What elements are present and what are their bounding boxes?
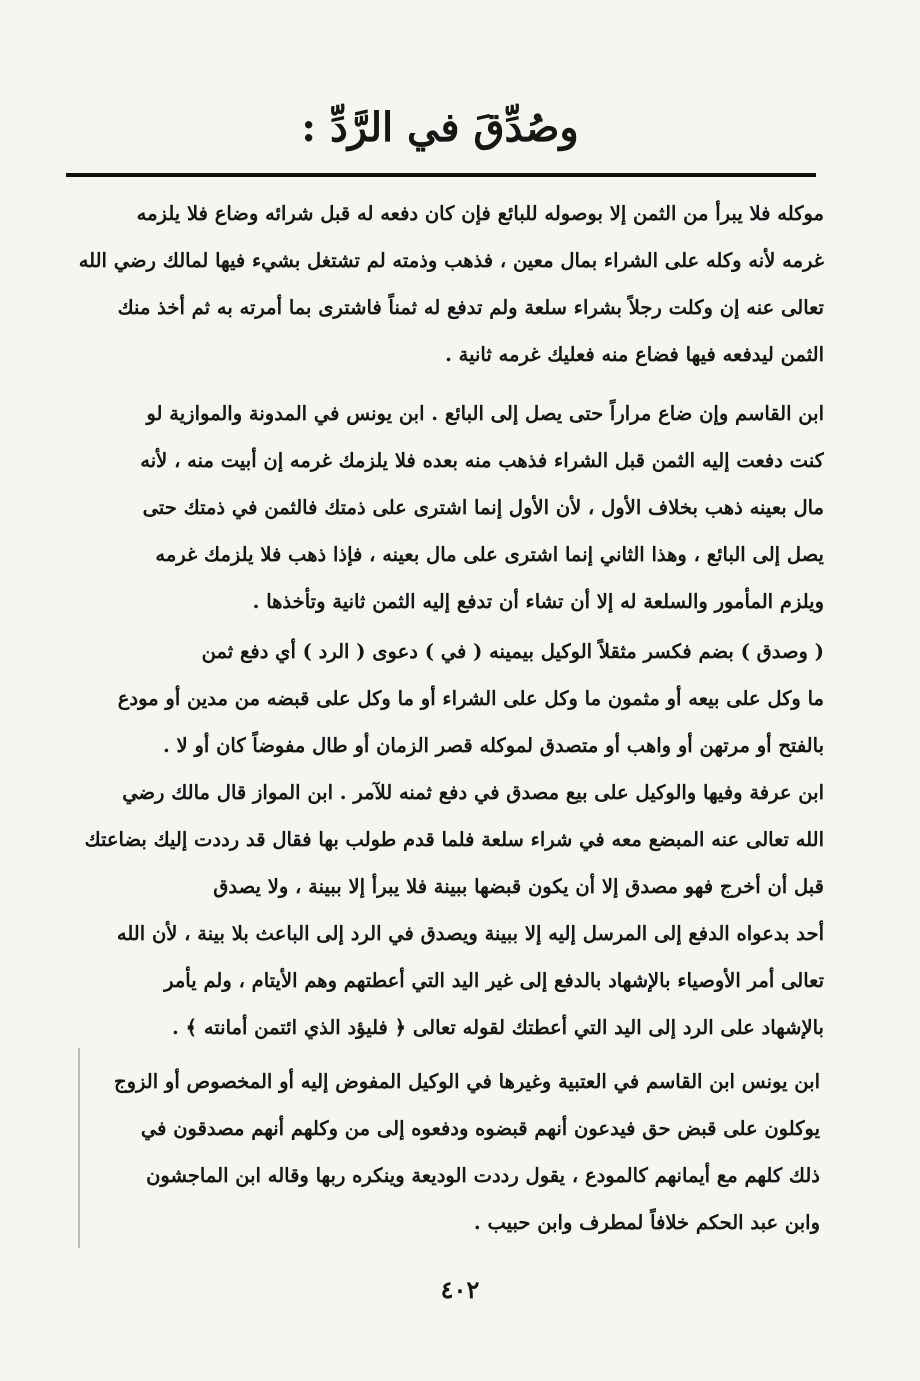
text-line: تعالى عنه إن وكلت رجلاً بشراء سلعة ولم تدفع له ثمناً فاشترى بما أمرته به ثم أخذ منك <box>117 296 824 319</box>
text-line: بالإشهاد على الرد إلى اليد التي أعطتك لقوله تعالى ﴿ فليؤد الذي ائتمن أمانته ﴾ . <box>172 1016 824 1039</box>
paragraph-1 <box>52 190 824 378</box>
text-line: وابن عبد الحكم خلافاً لمطرف وابن حبيب . <box>473 1211 820 1234</box>
paragraph-3 <box>52 628 824 1051</box>
text-line: ما وكل على بيعه أو مثمون ما وكل على الشراء أو ما وكل على قبضه من مدين أو مودع <box>117 687 824 710</box>
text-line: بالفتح أو مرتهن أو واهب أو متصدق لموكله قصر الزمان أو طال مفوضاً كان أو لا . <box>162 734 824 757</box>
paragraph-2 <box>52 390 824 625</box>
text-line: تعالى أمر الأوصياء بالإشهاد بالدفع إلى غير اليد التي أعطتهم وهم الأيتام ، ولم يأمر <box>164 969 824 992</box>
header-divider <box>66 173 816 177</box>
text-line: يصل إلى البائع ، وهذا الثاني إنما اشترى على مال بعينه ، فإذا ذهب فلا يلزمك غرمه <box>155 543 824 566</box>
text-line: ( وصدق ) بضم فكسر مثقلاً الوكيل بيمينه ( في ) دعوى ( الرد ) أي دفع ثمن <box>201 640 824 663</box>
text-line: غرمه لأنه وكله على الشراء بمال معين ، فذهب وذمته لم تشتغل بشيء فيها لمالك رضي الله <box>78 249 824 272</box>
text-line: الثمن ليدفعه فيها فضاع منه فعليك غرمه ثانية . <box>445 343 824 366</box>
text-line: ابن عرفة وفيها والوكيل على بيع مصدق في دفع ثمنه للآمر . ابن المواز قال مالك رضي <box>122 781 824 804</box>
text-line: مال بعينه ذهب بخلاف الأول ، لأن الأول إنما اشترى على ذمتك فالثمن في ذمتك حتى <box>142 496 824 519</box>
text-line: ابن يونس ابن القاسم في العتبية وغيرها في الوكيل المفوض إليه أو المخصوص أو الزوج <box>114 1070 820 1093</box>
text-line: ذلك كلهم مع أيمانهم كالمودع ، يقول رددت الوديعة وينكره ربها وقاله ابن الماجشون <box>146 1164 820 1187</box>
section-heading: وصُدِّقَ في الرَّدِّ : <box>301 104 579 151</box>
text-line: ابن القاسم وإن ضاع مراراً حتى يصل إلى البائع . ابن يونس في المدونة والموازية لو <box>146 402 824 425</box>
text-line: كنت دفعت إليه الثمن قبل الشراء فذهب منه بعده فلا يلزمك غرمه إن أبيت منه ، لأنه <box>140 449 824 472</box>
text-line: قبل أن أخرج فهو مصدق إلا أن يكون قبضها ببينة فلا يبرأ إلا ببينة ، ولا يصدق <box>213 875 824 898</box>
text-line: موكله فلا يبرأ من الثمن إلا بوصوله للبائع فإن كان دفعه له قبل شرائه وضاع فلا يلزمه <box>136 202 824 225</box>
paragraph-4 <box>80 1058 820 1246</box>
text-line: أحد بدعواه الدفع إلى المرسل إليه إلا ببينة ويصدق في الرد إلى الباعث بلا بينة ، لأن الله <box>116 922 824 945</box>
text-line: الله تعالى عنه المبضع معه في شراء سلعة فلما قدم طولب بها فقال قد رددت إليك بضاعتك <box>84 828 824 851</box>
text-line: ويلزم المأمور والسلعة له إلا أن تشاء أن تدفع إليه الثمن ثانية وتأخذها . <box>252 590 824 613</box>
text-line: يوكلون على قبض حق فيدعون أنهم قبضوه ودفعوه إلى من وكلهم أنهم مصدقون في <box>140 1117 820 1140</box>
page-number: ٤٠٢ <box>440 1275 480 1304</box>
